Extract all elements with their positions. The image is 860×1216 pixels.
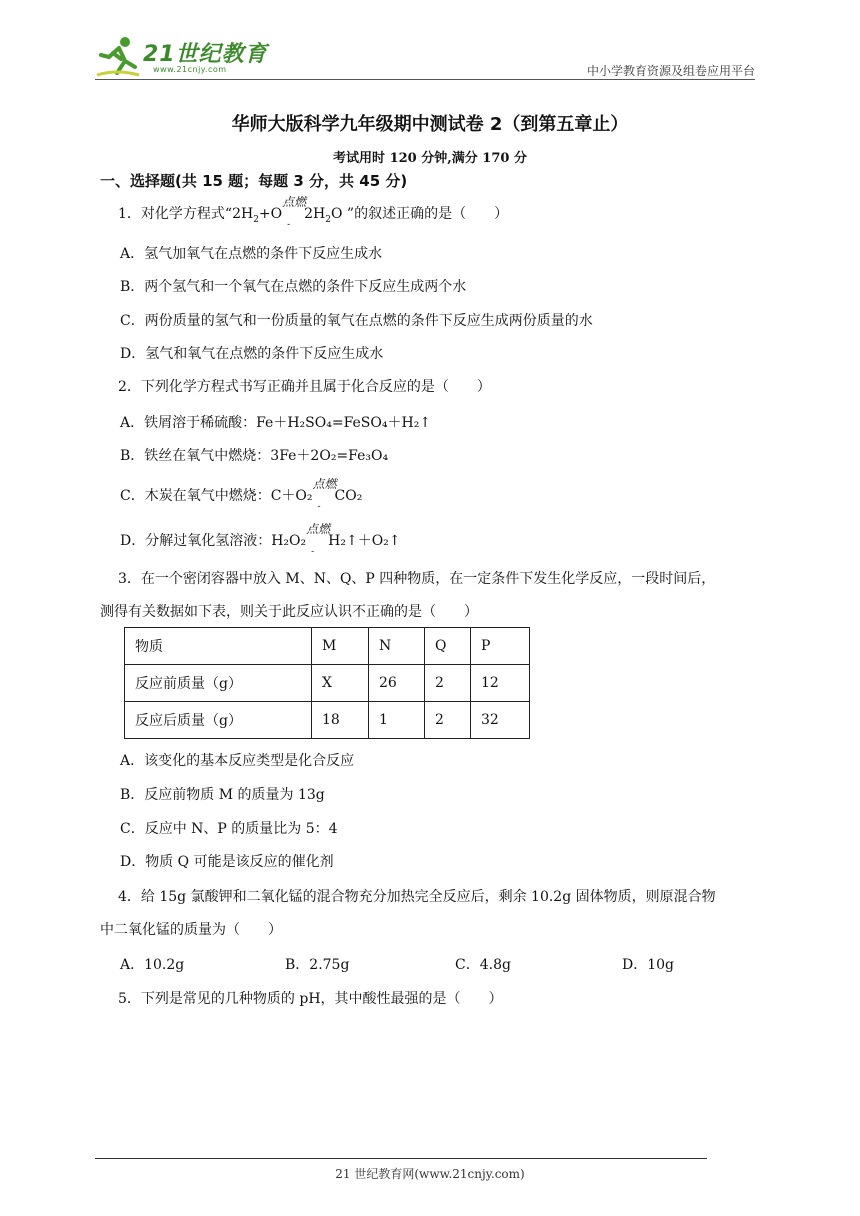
table-cell: 1 — [369, 702, 425, 739]
q1-cond-top: 点燃 — [282, 195, 307, 209]
q2-c-post: CO₂ — [334, 488, 363, 504]
q1-option-b[interactable]: B．两个氢气和一个氧气在点燃的条件下反应生成两个水 — [120, 279, 467, 295]
table-cell: P — [471, 628, 530, 665]
document-subtitle: 考试用时 120 分钟,满分 170 分 — [333, 151, 527, 166]
table-cell: X — [312, 665, 369, 702]
q3-option-b[interactable]: B．反应前物质 M 的质量为 13g — [120, 787, 325, 803]
platform-name: 中小学教育资源及组卷应用平台 — [586, 64, 755, 78]
section-heading: 一、选择题(共 15 题；每题 3 分，共 45 分) — [100, 172, 408, 190]
table-cell: 物质 — [125, 628, 312, 665]
table-cell: M — [312, 628, 369, 665]
q1-option-a[interactable]: A．氢气加氧气在点燃的条件下反应生成水 — [120, 246, 383, 262]
q1-pre: 1．对化学方程式“2H — [118, 206, 254, 222]
footer-text: 21 世纪教育网(www.21cnjy.com) — [335, 1167, 525, 1181]
q2-d-cond-top: 点燃 — [306, 522, 331, 536]
logo-text: 21世纪教育 — [143, 42, 268, 67]
q3-option-c[interactable]: C．反应中 N、P 的质量比为 5：4 — [120, 821, 338, 837]
q1-option-d[interactable]: D．氢气和氧气在点燃的条件下反应生成水 — [120, 346, 384, 362]
mass-data-table — [124, 627, 530, 739]
q2-c-cond-top: 点燃 — [312, 477, 337, 491]
q2-c-pre: C．木炭在氧气中燃烧：C＋O₂ — [120, 488, 313, 504]
table-cell: 18 — [312, 702, 369, 739]
table-row — [125, 702, 530, 739]
question-4-line1: 4．给 15g 氯酸钾和二氧化锰的混合物充分加热完全反应后，剩余 10.2g 固体物质，则原混合物 — [118, 889, 716, 905]
table-cell: 32 — [471, 702, 530, 739]
q2-c-condition — [312, 477, 337, 512]
q4-option-b[interactable]: B．2.75g — [285, 957, 350, 973]
footer-divider — [95, 1158, 707, 1159]
q1-cond-bottom: - — [287, 220, 291, 230]
q1-option-c[interactable]: C．两份质量的氢气和一份质量的氧气在点燃的条件下反应生成两份质量的水 — [120, 313, 593, 329]
q4-option-c[interactable]: C．4.8g — [455, 957, 511, 973]
question-5-stem: 5．下列是常见的几种物质的 pH，其中酸性最强的是（ ） — [118, 991, 503, 1007]
q3-option-d[interactable]: D．物质 Q 可能是该反应的催化剂 — [120, 854, 334, 870]
question-2-stem: 2．下列化学方程式书写正确并且属于化合反应的是（ ） — [118, 379, 491, 395]
q1-mid1: +O — [258, 206, 283, 222]
table-cell: N — [369, 628, 425, 665]
table-cell: Q — [425, 628, 471, 665]
q2-option-b[interactable]: B．铁丝在氧气中燃烧：3Fe＋2O₂=Fe₃O₄ — [120, 448, 389, 464]
q2-option-d[interactable] — [120, 522, 401, 557]
q2-c-cond-bottom: - — [317, 502, 321, 512]
question-1-stem: 1．对化学方程式“$2H_2+O$ 点燃 - $2H_2O$ ”的叙述正确的是（ ） — [118, 195, 509, 230]
q4-option-d[interactable]: D．10g — [622, 957, 675, 973]
table-cell: 26 — [369, 665, 425, 702]
table-cell: 反应后质量（g） — [125, 702, 312, 739]
header-divider — [95, 79, 755, 80]
q2-d-pre: D．分解过氧化氢溶液：H₂O₂ — [120, 533, 307, 549]
q1-post: O ”的叙述正确的是（ ） — [331, 206, 509, 222]
q1-mid2: 2H — [304, 206, 326, 222]
runner-logo-icon — [95, 35, 141, 79]
q2-option-c[interactable] — [120, 477, 363, 512]
q1-condition — [282, 195, 307, 230]
table-cell: 反应前质量（g） — [125, 665, 312, 702]
table-cell: 2 — [425, 702, 471, 739]
q2-d-cond-bottom: - — [311, 547, 315, 557]
table-cell: 12 — [471, 665, 530, 702]
question-4-line2: 中二氧化锰的质量为（ ） — [100, 922, 282, 938]
q3-option-a[interactable]: A．该变化的基本反应类型是化合反应 — [120, 753, 355, 769]
logo-url: www.21cnjy.com — [153, 65, 227, 74]
table-row — [125, 665, 530, 702]
q2-option-a[interactable]: A．铁屑溶于稀硫酸：Fe＋H₂SO₄=FeSO₄＋H₂↑ — [120, 415, 432, 431]
q2-d-post: H₂↑＋O₂↑ — [328, 533, 401, 549]
q2-d-condition — [306, 522, 331, 557]
table-row — [125, 628, 530, 665]
site-logo — [95, 35, 268, 79]
document-title: 华师大版科学九年级期中测试卷 2（到第五章止） — [231, 114, 629, 135]
table-cell: 2 — [425, 665, 471, 702]
question-3-line2: 测得有关数据如下表，则关于此反应认识不正确的是（ ） — [100, 604, 478, 620]
q4-option-a[interactable]: A．10.2g — [120, 957, 185, 973]
question-3-line1: 3．在一个密闭容器中放入 M、N、Q、P 四种物质，在一定条件下发生化学反应，一段时间后， — [118, 571, 716, 587]
